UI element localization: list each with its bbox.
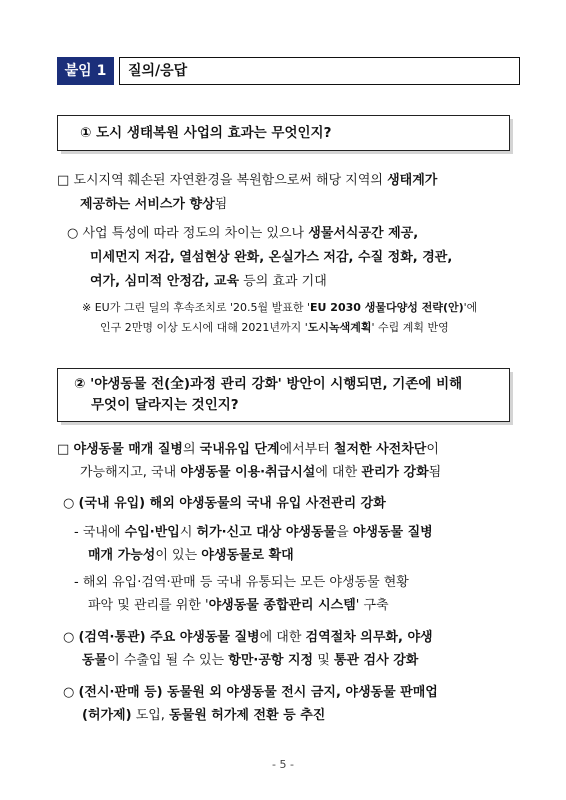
circle-bullet: ○: [67, 226, 79, 241]
question-2-text: ② '야생동물 전(全)과정 관리 강화' 방안이 시행되면, 기존에 비해 무엇이 달라지는 것인지?: [74, 376, 463, 413]
section-header: [57, 57, 512, 85]
a2-line-6: - 해외 유입·검역·판매 등 국내 유통되는 모든 야생동물 현황: [74, 575, 409, 590]
header-title: 질의/응답: [119, 57, 520, 85]
circle-bullet: ○: [63, 496, 75, 511]
circle-bullet: ○: [63, 630, 75, 645]
a2-line-11: (허가제) 도입, 동물원 허가제 전환 등 추진: [82, 708, 326, 723]
a2-line-5: 매개 가능성이 있는 야생동물로 확대: [88, 548, 294, 563]
dash-bullet: -: [74, 575, 79, 590]
square-bullet: □: [57, 442, 70, 457]
dash-bullet: -: [74, 525, 79, 540]
a1-note-line-2: 인구 2만명 이상 도시에 대해 2021년까지 '도시녹색계획' 수립 계획 반영: [100, 321, 449, 334]
square-bullet: □: [57, 173, 70, 188]
a2-line-8: ○ (검역·통관) 주요 야생동물 질병에 대한 검역절차 의무화, 야생: [63, 630, 433, 645]
a2-line-4: - 국내에 수입·반입시 허가·신고 대상 야생동물을 야생동물 질병: [74, 525, 433, 540]
a1-line-1: □ 도시지역 훼손된 자연환경을 복원함으로써 해당 지역의 생태계가: [57, 173, 438, 188]
page-number: - 5 -: [272, 758, 294, 771]
reference-mark: ※: [82, 301, 92, 314]
question-box-1: [57, 115, 510, 151]
question-box-2: [57, 368, 510, 422]
a1-line-4: 미세먼지 저감, 열섬현상 완화, 온실가스 저감, 수질 정화, 경관,: [90, 250, 453, 265]
a2-line-2: 가능해지고, 국내 야생동물 이용·취급시설에 대한 관리가 강화됨: [80, 465, 442, 480]
a2-line-9: 동물이 수출입 될 수 있는 항만·공항 지정 및 통관 검사 강화: [82, 653, 419, 668]
a1-line-3: ○ 사업 특성에 따라 정도의 차이는 있으나 생물서식공간 제공,: [67, 226, 419, 241]
a1-line-5: 여가, 심미적 안정감, 교육 등의 효과 기대: [90, 274, 327, 289]
a1-line-2: 제공하는 서비스가 향상됨: [80, 197, 228, 212]
a2-line-1: □ 야생동물 매개 질병의 국내유입 단계에서부터 철저한 사전차단이: [57, 442, 439, 457]
a2-line-7: 파악 및 관리를 위한 '야생동물 종합관리 시스템' 구축: [88, 598, 389, 613]
a2-line-3: ○ (국내 유입) 해외 야생동물의 국내 유입 사전관리 강화: [63, 496, 386, 511]
attachment-badge: 붙임 1: [57, 57, 114, 85]
question-1-text: ① 도시 생태복원 사업의 효과는 무엇인지?: [80, 125, 332, 141]
circle-bullet: ○: [63, 685, 75, 700]
a1-note-line-1: ※ EU가 그린 딜의 후속조치로 '20.5월 발표한 'EU 2030 생물다양성 전략(안)'에: [82, 301, 478, 314]
a2-line-10: ○ (전시·판매 등) 동물원 외 야생동물 전시 금지, 야생동물 판매업: [63, 685, 438, 700]
